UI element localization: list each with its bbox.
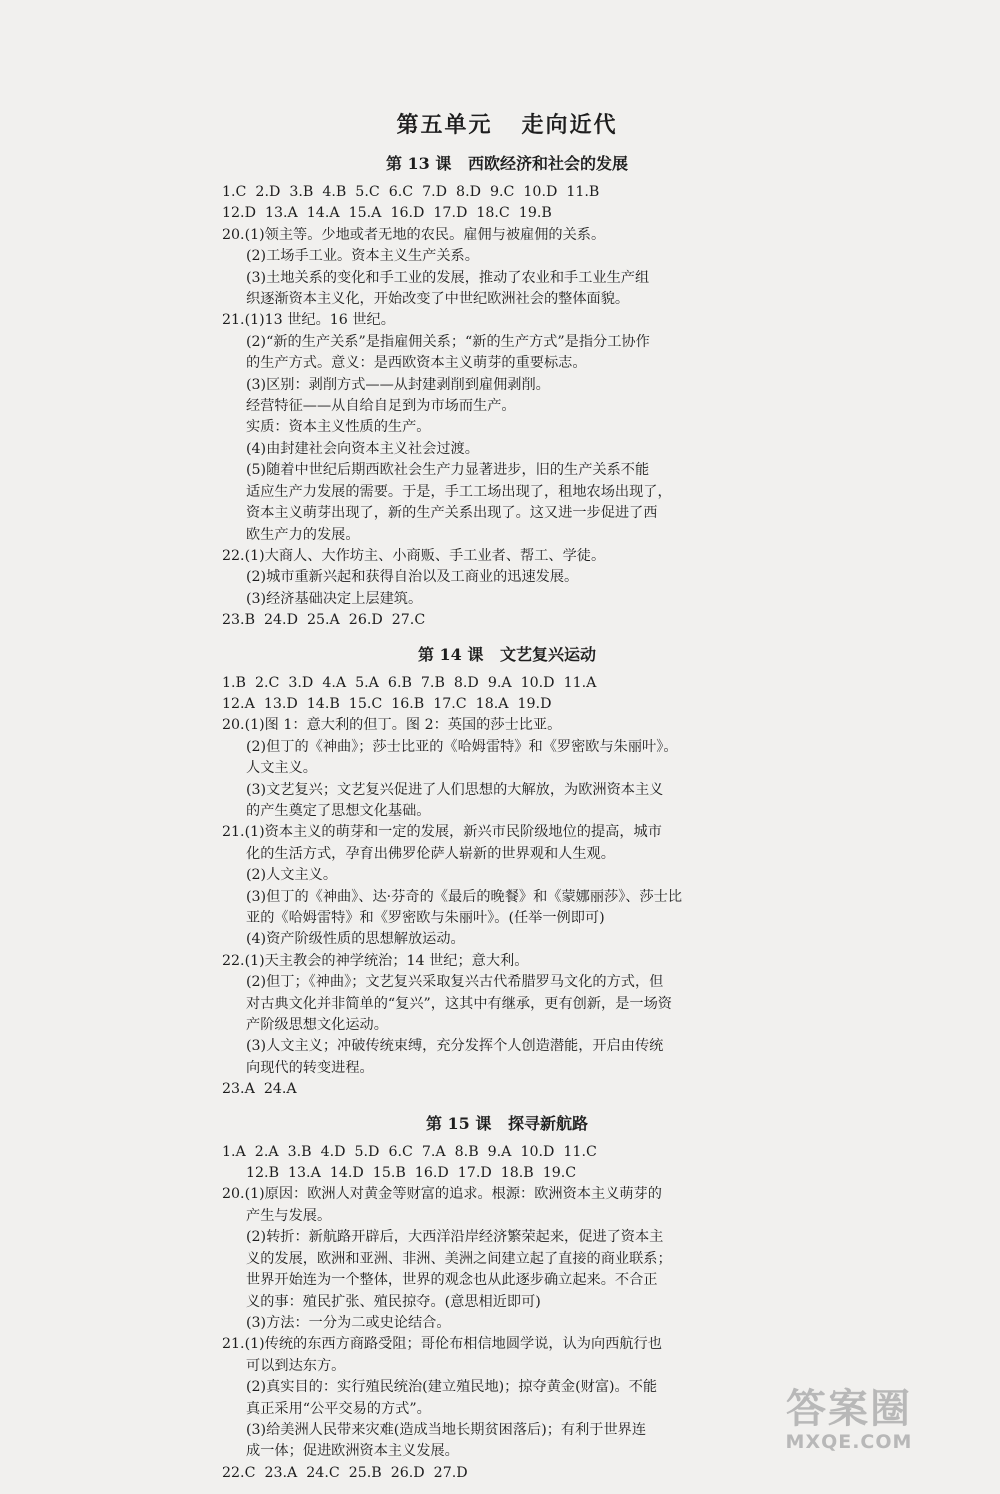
watermark-logo: 答案圈	[786, 1386, 912, 1432]
answer-line: 23.A 24.A	[222, 1081, 297, 1098]
answer-line: (2)但丁的《神曲》；莎士比亚的《哈姆雷特》和《罗密欧与朱丽叶》。	[246, 738, 678, 755]
answer-line: (3)给美洲人民带来灾难(造成当地长期贫困落后)；有利于世界连	[246, 1421, 647, 1438]
answer-line: 义的发展，欧洲和亚洲、非洲、美洲之间建立起了直接的商业联系；	[246, 1250, 672, 1267]
lesson-15-title: 第 15 课 探寻新航路	[425, 1113, 589, 1133]
answer-line: 1.B 2.C 3.D 4.A 5.A 6.B 7.B 8.D 9.A 10.D 11.A	[222, 674, 597, 691]
answer-line: 20.(1)原因：欧洲人对黄金等财富的追求。根源：欧洲资本主义萌芽的	[222, 1186, 662, 1203]
lesson-14-answers	[222, 673, 792, 1101]
answer-line: (2)人文主义。	[246, 867, 338, 884]
site-watermark	[754, 1387, 944, 1453]
answer-line: 对古典文化并非简单的“复兴”，这其中有继承，更有创新，是一场资	[246, 995, 672, 1012]
answer-line: (2)真实目的：实行殖民统治(建立殖民地)；掠夺黄金(财富)。不能	[246, 1379, 658, 1396]
answer-line: 产生与发展。	[246, 1207, 332, 1224]
answer-line: 21.(1)13 世纪。16 世纪。	[222, 312, 395, 329]
answer-line: 适应生产力发展的需要。于是，手工工场出现了，租地农场出现了，	[246, 483, 672, 500]
answer-line: 12.D 13.A 14.A 15.A 16.D 17.D 18.C 19.B	[222, 205, 552, 222]
lesson-13-title: 第 13 课 西欧经济和社会的发展	[385, 154, 629, 173]
answer-line: 向现代的转变进程。	[246, 1059, 374, 1076]
answer-line: (5)随着中世纪后期西欧社会生产力显著进步，旧的生产关系不能	[246, 462, 650, 479]
answer-line: 化的生活方式，孕育出佛罗伦萨人崭新的世界观和人生观。	[246, 845, 615, 862]
answer-line: (4)资产阶级性质的思想解放运动。	[246, 931, 465, 948]
answer-line: 欧生产力的发展。	[246, 526, 360, 543]
answer-line: 1.A 2.A 3.B 4.D 5.D 6.C 7.A 8.B 9.A 10.D 11.C	[222, 1143, 597, 1160]
answer-line: (2)城市重新兴起和获得自治以及工商业的迅速发展。	[246, 569, 579, 586]
answer-line: 21.(1)资本主义的萌芽和一定的发展，新兴市民阶级地位的提高，城市	[222, 824, 662, 841]
answer-line: 20.(1)图 1：意大利的但丁。图 2：英国的莎士比亚。	[222, 717, 562, 734]
watermark-url: MXQE.COM	[785, 1431, 913, 1453]
answer-line: 经营特征——从自给自足到为市场而生产。	[246, 398, 516, 415]
answer-line: 20.(1)领主等。少地或者无地的农民。雇佣与被雇佣的关系。	[222, 226, 606, 243]
answer-line: (3)文艺复兴；文艺复兴促进了人们思想的大解放，为欧洲资本主义	[246, 781, 664, 798]
answer-line: 可以到达东方。	[246, 1357, 346, 1374]
answer-line: 亚的《哈姆雷特》和《罗密欧与朱丽叶》。(任举一例即可)	[246, 910, 605, 926]
answer-line: 资本主义萌芽出现了，新的生产关系出现了。这又进一步促进了西	[246, 505, 658, 522]
answer-line: 12.B 13.A 14.D 15.B 16.D 17.D 18.B 19.C	[246, 1165, 577, 1182]
answer-line: (2)转折：新航路开辟后，大西洋沿岸经济繁荣起来，促进了资本主	[246, 1229, 664, 1246]
unit-title: 第五单元 走向近代	[396, 112, 618, 138]
answer-line: (3)方法：一分为二或史论结合。	[246, 1314, 451, 1331]
answer-line: 真正采用“公平交易的方式”。	[246, 1400, 431, 1417]
answer-line: (3)但丁的《神曲》、达·芬奇的《最后的晚餐》和《蒙娜丽莎》、莎士比	[246, 888, 683, 905]
answer-line: 人文主义。	[246, 760, 317, 777]
answer-page	[222, 108, 792, 1494]
answer-line: 22.C 23.A 24.C 25.B 26.D 27.D	[222, 1464, 468, 1481]
answer-line: (3)区别：剥削方式——从封建剥削到雇佣剥削。	[246, 376, 550, 393]
answer-line: (2)“新的生产关系”是指雇佣关系；“新的生产方式”是指分工协作	[246, 333, 650, 350]
answer-line: (4)由封建社会向资本主义社会过渡。	[246, 440, 479, 457]
lesson-14-title: 第 14 课 文艺复兴运动	[417, 644, 597, 664]
answer-line: (3)人文主义；冲破传统束缚，充分发挥个人创造潜能，开启由传统	[246, 1038, 664, 1055]
answer-line: (3)经济基础决定上层建筑。	[246, 590, 423, 607]
answer-line: 23.B 24.D 25.A 26.D 27.C	[222, 612, 426, 629]
answer-line: 义的事：殖民扩张、殖民掠夺。(意思相近即可)	[246, 1293, 541, 1310]
answer-line: 成一体；促进欧洲资本主义发展。	[246, 1443, 459, 1460]
lesson-15	[222, 1111, 792, 1485]
lesson-15-answers	[222, 1142, 792, 1485]
answer-line: (3)土地关系的变化和手工业的发展，推动了农业和手工业生产组	[246, 269, 650, 286]
answer-line: (2)工场手工业。资本主义生产关系。	[246, 248, 479, 265]
lesson-13	[222, 151, 792, 632]
answer-line: (2)但丁；《神曲》；文艺复兴采取复兴古代希腊罗马文化的方式，但	[246, 974, 664, 991]
answer-line: 的产生奠定了思想文化基础。	[246, 802, 431, 819]
answer-line: 实质：资本主义性质的生产。	[246, 419, 431, 436]
answer-line: 22.(1)天主教会的神学统治；14 世纪；意大利。	[222, 952, 529, 969]
answer-line: 12.A 13.D 14.B 15.C 16.B 17.C 18.A 19.D	[222, 695, 552, 712]
lesson-14	[222, 642, 792, 1101]
answer-line: 1.C 2.D 3.B 4.B 5.C 6.C 7.D 8.D 9.C 10.D 11.B	[222, 184, 600, 200]
answer-line: 产阶级思想文化运动。	[246, 1017, 388, 1034]
answer-line: 的生产方式。意义：是西欧资本主义萌芽的重要标志。	[246, 355, 587, 372]
answer-line: 21.(1)传统的东西方商路受阻；哥伦布相信地圆学说，认为向西航行也	[222, 1336, 662, 1353]
answer-line: 世界开始连为一个整体，世界的观念也从此逐步确立起来。不合正	[246, 1272, 658, 1289]
answer-line: 织逐渐资本主义化，开始改变了中世纪欧洲社会的整体面貌。	[246, 291, 630, 308]
answer-line: 22.(1)大商人、大作坊主、小商贩、手工业者、帮工、学徒。	[222, 547, 606, 564]
lesson-13-answers	[222, 182, 792, 632]
